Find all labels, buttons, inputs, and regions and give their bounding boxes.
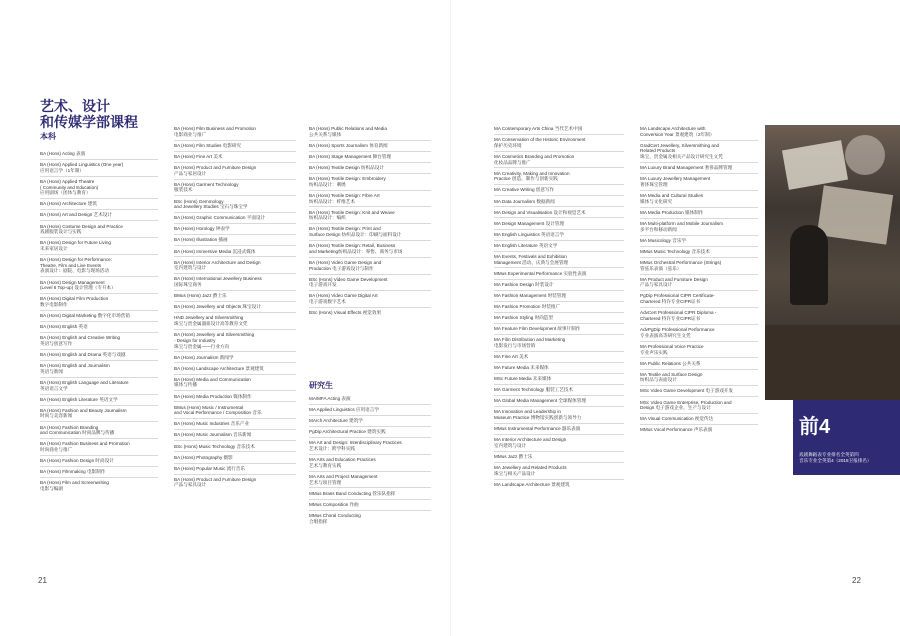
course-item: BA (Hons) Immersive Media 沉浸式媒体: [174, 249, 296, 258]
postgraduate-heading: 研究生: [309, 381, 333, 390]
course-item: BA (Hons) Design for Future Living 未来家居设计: [40, 240, 158, 255]
course-item: MA Textile and Surface Design 纺织品与表面设计: [640, 372, 758, 387]
course-item: MA Landscape Architecture with Conversion Year 景观建筑（2年制）: [640, 126, 758, 141]
course-column-3-postgraduate: [309, 396, 431, 529]
course-item: BA (Hons) Video Game Digital Art 电子游戏数字艺术: [309, 293, 431, 308]
course-item: BA (Hons) Graphic Communication 平面设计: [174, 215, 296, 224]
course-item: MA Applied Linguistics 应用语言学: [309, 407, 431, 416]
course-item: BA (Hons) Fashion and Beauty Journalism 时尚与美容新闻: [40, 408, 158, 423]
undergraduate-heading: 本科: [40, 132, 56, 141]
course-item: BA (Hons) Film Studies 电影研究: [174, 143, 296, 152]
course-item: MArch Architecture 建筑学: [309, 418, 431, 427]
course-item: BA (Hons) Textile Design: Embroidery 纺织品设计：刺绣: [309, 176, 431, 191]
course-item: MA Creative Writing 创意写作: [494, 187, 624, 196]
course-item: BA (Hons) Fashion Design 时尚设计: [40, 458, 158, 467]
course-item: BA (Hons) Horology 钟表学: [174, 226, 296, 235]
course-item: BA (Hons) Music Industries 音乐产业: [174, 421, 296, 430]
course-item: BA (Hons) Costume Design and Practice 戏剧服装设计与实践: [40, 224, 158, 239]
course-item: MA Interior Architecture and Design 室内建筑与设计: [494, 437, 624, 452]
course-item: BA (Hons) Applied Linguistics (One year) 应用语言学（1年制）: [40, 162, 158, 177]
course-item: BMus (Hons) Music / Instrumental and Vocal Performance / Composition 音乐: [174, 405, 296, 420]
course-item: BA (Hons) English and Drama 英语与戏剧: [40, 352, 158, 361]
studio-photo: [765, 125, 900, 400]
course-item: MSc Video Game Development 电子游戏开发: [640, 388, 758, 397]
course-item: MA Garment Technology 服装工艺技术: [494, 387, 624, 396]
course-item: BA (Hons) English Language and Literature 英语语言文学: [40, 380, 158, 395]
course-item: MA Multi-platform and Mobile Journalism 多平台和移动新闻: [640, 221, 758, 236]
course-item: MA Arts and Project Management 艺术与项目管理: [309, 474, 431, 489]
course-item: BA (Hons) Textile Design 纺织品设计: [309, 165, 431, 174]
course-item: MMus Composition 作曲: [309, 502, 431, 511]
course-item: MSc Future Media 未来媒体: [494, 376, 624, 385]
course-item: BA (Hons) Film Business and Promotion 电影商业与推广: [174, 126, 296, 141]
course-item: MA Luxury Brand Management 奢侈品牌管理: [640, 165, 758, 174]
course-item: GradCert Jewellery, Silversmithing and Related Products 珠宝、贵金属及相关产品设计研究生文凭: [640, 143, 758, 163]
course-item: BMus (Hons) Jazz 爵士乐: [174, 293, 296, 302]
course-item: BA (Hons) English and Journalism 英语与新闻: [40, 363, 158, 378]
course-column-2: [174, 126, 296, 493]
course-column-4: [494, 126, 624, 492]
course-column-1: [40, 151, 158, 496]
course-item: BA (Hons) Architecture 建筑: [40, 201, 158, 210]
course-item: BA (Hons) Digital Film Production 数字电影制作: [40, 296, 158, 311]
course-item: MA Fashion Management 时装管理: [494, 293, 624, 302]
course-item: BSc (Hons) Video Game Development 电子游戏开发: [309, 277, 431, 292]
course-item: MA Contemporary Arts China 当代艺术中国: [494, 126, 624, 135]
course-item: MMus Choral Conducting 合唱指挥: [309, 512, 361, 524]
course-item: MMus Music Technology 音乐技术: [640, 249, 758, 258]
course-item: MA Visual Communication 视觉传达: [640, 416, 758, 425]
course-item: MA Design and Visualisation 设计和视觉艺术: [494, 210, 624, 219]
course-item: BA (Hons) Applied Theatre ( Community and Education) 应用剧场（团体与教育）: [40, 179, 158, 199]
course-item: BA (Hons) Design for Performance: Theatre, Film and Live Events 表演设计：剧院、电影与现场活动: [40, 257, 158, 277]
course-item: MA Art and Design: Interdisciplinary Practices 艺术设计：跨学科实践: [309, 440, 431, 455]
page-fold: [450, 0, 451, 636]
course-item: BA (Hons) Popular Music 流行音乐: [174, 466, 296, 475]
course-item: MA Product and Furniture Design 产品与家具设计: [640, 277, 758, 292]
course-item: MA Media and Cultural Studies 媒体与文化研究: [640, 193, 758, 208]
course-item: BA (Hons) Digital Marketing 数字化市场营销: [40, 313, 158, 322]
course-item: BA (Hons) Video Game Design and Production 电子游戏设计与制作: [309, 260, 431, 275]
course-item: BA (Hons) Product and Furniture Design 产品与家具设计: [174, 476, 257, 488]
course-item: MA Cosmetics Branding and Promotion 化妆品品牌与推广: [494, 154, 624, 169]
course-item: BA (Hons) Landscape Architecture 景观建筑: [174, 366, 296, 375]
course-item: HND Jewellery and Silversmithing 珠宝与贵金属器皿设计高等教育文凭: [174, 315, 296, 330]
course-item: MA Innovation and Leadership in Museum Practice 博物馆实践创新与领导力: [494, 409, 624, 424]
course-item: BSc (Hons) Gemmology and Jewellery Studies 宝石与珠宝学: [174, 199, 296, 214]
ranking-number: 前4: [799, 416, 831, 438]
course-item: BA (Hons) Journalism 新闻学: [174, 355, 296, 364]
course-item: MMus Instrumental Performance 器乐表演: [494, 426, 624, 435]
course-column-5: [640, 126, 758, 437]
course-item: BA (Hons) Product and Furniture Design 产品与家居设计: [174, 165, 296, 180]
page-number-right: 22: [852, 576, 861, 585]
course-item: BSc (Hons) Visual Effects 视觉效果: [309, 310, 382, 316]
section-title: [40, 98, 138, 130]
course-item: MA Design Management 设计管理: [494, 221, 624, 230]
course-item: MA English Literature 英语文学: [494, 243, 624, 252]
title-line: 艺术、设计: [40, 98, 110, 114]
course-item: MA/MFA Acting 表演: [309, 396, 431, 405]
course-item: MA Events, Festivals and Exhibition Management 活动、庆典与会展管理: [494, 254, 624, 269]
course-item: MA Feature Film Development 故事片制作: [494, 326, 624, 335]
course-item: MA Conservation of the Historic Environment 保护历史环境: [494, 137, 624, 152]
course-item: BA (Hons) Music Journalism 音乐新闻: [174, 432, 296, 441]
course-item: BA (Hons) Textile Design: Knit and Weave 纺织品设计：编织: [309, 210, 431, 225]
course-item: BA (Hons) Jewellery and Objects 珠宝设计: [174, 304, 296, 313]
course-item: BA (Hons) Jewellery and Silversmithing - Design for Industry 珠宝与贵金属——行业方向: [174, 332, 296, 352]
course-item: AdvCert Professional CIPR Diploma - Chartered 特许专业CIPR证书: [640, 310, 758, 325]
course-item: BSc (Hons) Music Technology 音乐技术: [174, 444, 296, 453]
course-item: MMus Brass Band Conducting 管乐队指挥: [309, 491, 431, 500]
course-item: PgDip Professional CIPR Certificate- Chartered 特许专业CIPR证书: [640, 293, 758, 308]
course-item: BA (Hons) Interior Architecture and Design 室内建筑与设计: [174, 260, 296, 275]
course-item: BA (Hons) Fashion Business and Promotion 时尚商业与推广: [40, 441, 158, 456]
course-item: MA Jewellery and Related Products 珠宝与相关产品设计: [494, 465, 624, 480]
course-item: MMus Orchestral Performance (Strings) 管弦乐表演（弦乐）: [640, 260, 758, 275]
course-item: BA (Hons) Textile Design: Fibre Art 纺织品设计：纤维艺术: [309, 193, 431, 208]
course-item: BA (Hons) Garment Technology 服装技术: [174, 182, 296, 197]
course-item: AdvPgDip Professional Performance 专业表演高等研究生文凭: [640, 327, 758, 342]
course-item: MA English Linguistics 英语语言学: [494, 232, 624, 241]
course-item: BA (Hons) Design Management (Level 6 Top-up) 设计管理（专升本）: [40, 280, 158, 295]
course-item: BA (Hons) Textile Design: Print and Surface Design 纺织品设计：印刷与面料设计: [309, 226, 431, 241]
course-item: BA (Hons) Stage Management 舞台管理: [309, 154, 431, 163]
course-item: BA (Hons) Public Relations and Media 公共关系与媒体: [309, 126, 431, 141]
course-item: BA (Hons) International Jewellery Business 国际珠宝商务: [174, 276, 296, 291]
ranking-banner: [793, 400, 900, 475]
course-column-3-undergraduate: [309, 126, 431, 320]
course-item: MA Future Media 未来媒体: [494, 365, 624, 374]
course-item: PgDip Architectural Practice 建筑实践: [309, 429, 431, 438]
course-item: MSc Video Game Enterprise, Production and Design 电子游戏企业、生产与设计: [640, 400, 758, 415]
course-item: BA (Hons) Acting 表演: [40, 151, 158, 160]
course-item: MA Luxury Jewellery Management 奢侈珠宝管理: [640, 176, 758, 191]
course-item: MA Film Distribution and Marketing 电影发行与市场营销: [494, 337, 624, 352]
course-item: BA (Hons) Fashion Branding and Communication 时尚品牌与传播: [40, 425, 158, 440]
ranking-caption: 戏剧舞蹈表专业排名全英第四 音乐专业全英第4（2018卫报排名）: [799, 452, 872, 463]
course-item: BA (Hons) Sports Journalism 体育新闻: [309, 143, 431, 152]
course-item: BA (Hons) Illustration 插画: [174, 237, 296, 246]
course-item: MA Landscape Architecture 景观建筑: [494, 481, 570, 487]
course-item: BA (Hons) Textile Design: Retail, Business and Marketing纺织品设计：零售、商务与市场: [309, 243, 431, 258]
course-item: BA (Hons) English and Creative Writing 英语与创意写作: [40, 335, 158, 350]
course-item: BA (Hons) Media Production 媒体制作: [174, 394, 296, 403]
course-item: BA (Hons) Art and Design 艺术设计: [40, 212, 158, 221]
course-item: MA Data Journalism 数据新闻: [494, 199, 624, 208]
course-item: BA (Hons) Fine Art 美术: [174, 154, 296, 163]
course-item: MA Fashion Styling 时尚造型: [494, 315, 624, 324]
course-item: MA Media Production 媒体制作: [640, 210, 758, 219]
course-item: BA (Hons) Media and Communication 媒体与传播: [174, 377, 296, 392]
course-item: MMus Vocal Performance 声乐表演: [640, 427, 713, 433]
course-item: MMus Experimental Performance 实验性表演: [494, 271, 624, 280]
course-item: MA Fashion Promotion 时装推广: [494, 304, 624, 313]
course-item: BA (Hons) Filmmaking 电影制作: [40, 469, 158, 478]
course-item: MA Global Media Management 全球媒体管理: [494, 398, 624, 407]
course-item: MA Fine Art 美术: [494, 354, 624, 363]
course-item: MA Professional Voice Practice 专业声乐实践: [640, 344, 758, 359]
course-item: MA Public Relations 公共关系: [640, 361, 758, 370]
course-item: BA (Hons) English Literature 英语文学: [40, 397, 158, 406]
course-item: MA Musicology 音乐学: [640, 238, 758, 247]
title-line: 和传媒学部课程: [40, 114, 138, 130]
course-item: BA (Hons) English 英语: [40, 324, 158, 333]
page-number-left: 21: [38, 576, 47, 585]
course-item: MA Arts and Education Practices 艺术与教育实践: [309, 457, 431, 472]
course-item: MA Fashion Design 时装设计: [494, 282, 624, 291]
course-item: BA (Hons) Film and Screenwriting 电影与编剧: [40, 480, 109, 491]
course-item: MA Creativity, Making and Innovation Practice 创造、制作与创新实践: [494, 171, 624, 186]
course-item: MMus Jazz 爵士乐: [494, 454, 624, 463]
course-item: BA (Hons) Photography 摄影: [174, 455, 296, 464]
